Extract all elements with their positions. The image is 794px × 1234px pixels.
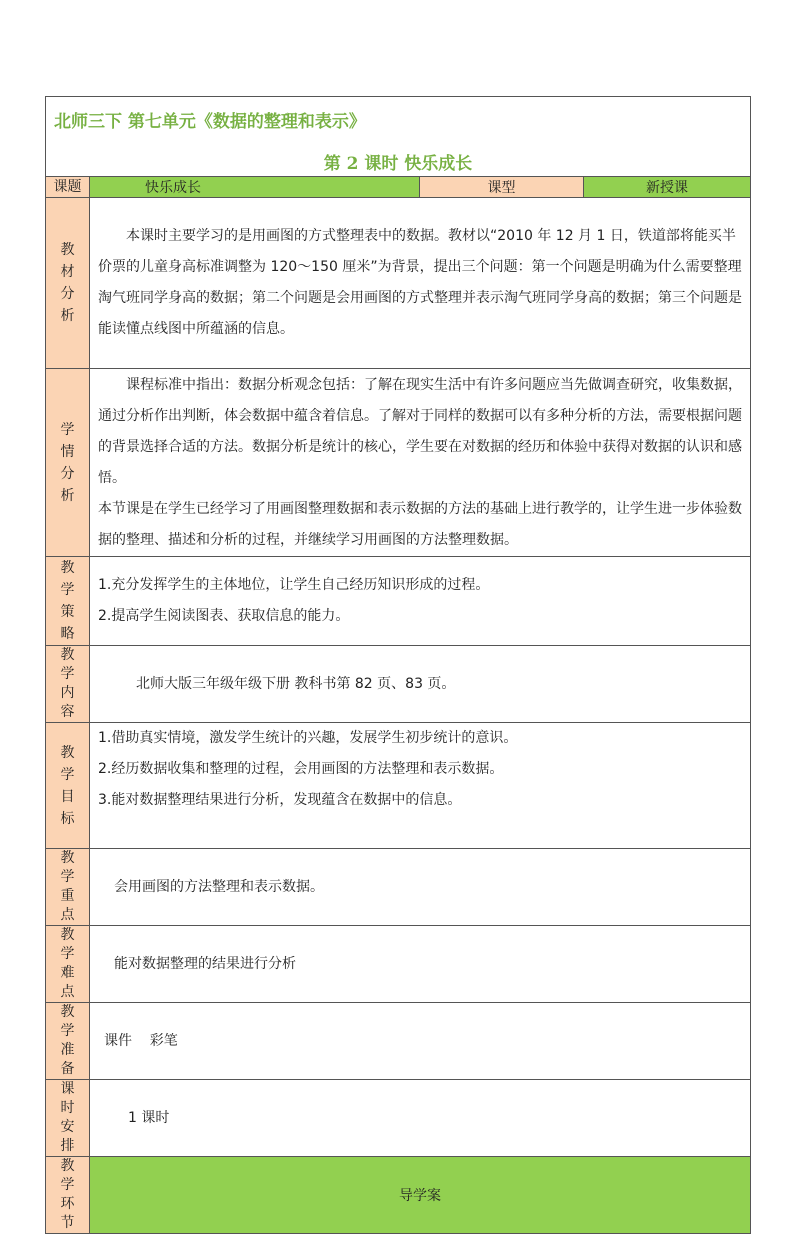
key-point-row — [46, 849, 751, 926]
goals-item: 1.借助真实情境，激发学生统计的兴趣，发展学生初步统计的意识。 — [98, 730, 518, 746]
lesson-plan-table — [45, 96, 751, 1234]
content-row — [46, 646, 751, 723]
strategy-row — [46, 557, 751, 646]
content-text: 北师大版三年级年级下册 教科书第 82 页、83 页。 — [90, 646, 751, 723]
student-analysis-label: 学情分析 — [46, 369, 90, 557]
goals-item: 3.能对数据整理结果进行分析，发现蕴含在数据中的信息。 — [98, 792, 462, 808]
header-cell — [46, 97, 751, 177]
type-value: 新授课 — [584, 177, 751, 198]
goals-item: 2.经历数据收集和整理的过程，会用画图的方法整理和表示数据。 — [98, 761, 504, 777]
topic-value: 快乐成长 — [90, 177, 420, 198]
lesson-plan-document — [45, 96, 750, 1234]
key-point-text: 会用画图的方法整理和表示数据。 — [90, 849, 751, 926]
student-analysis-content — [90, 369, 751, 557]
textbook-analysis-label: 教材分析 — [46, 198, 90, 369]
process-label: 教学环节 — [46, 1157, 90, 1234]
preparation-row — [46, 1003, 751, 1080]
goals-row — [46, 723, 751, 849]
goals-label: 教学目标 — [46, 723, 90, 849]
student-paragraph: 本节课是在学生已经学习了用画图整理数据和表示数据的方法的基础上进行教学的，让学生进一步体验数据的整理、描述和分析的过程，并继续学习用画图的方法整理数据。 — [98, 500, 742, 548]
preparation-text: 课件 彩笔 — [90, 1003, 751, 1080]
student-analysis-row — [46, 369, 751, 557]
schedule-text: 1 课时 — [90, 1080, 751, 1157]
schedule-label: 课时安排 — [46, 1080, 90, 1157]
strategy-item: 1.充分发挥学生的主体地位，让学生自己经历知识形成的过程。 — [98, 577, 490, 593]
goals-content — [90, 723, 751, 849]
textbook-analysis-row — [46, 198, 751, 369]
key-point-label: 教学重点 — [46, 849, 90, 926]
process-text: 导学案 — [90, 1157, 751, 1234]
difficulty-row — [46, 926, 751, 1003]
strategy-item: 2.提高学生阅读图表、获取信息的能力。 — [98, 608, 350, 624]
preparation-label: 教学准备 — [46, 1003, 90, 1080]
difficulty-text: 能对数据整理的结果进行分析 — [90, 926, 751, 1003]
schedule-row — [46, 1080, 751, 1157]
topic-row — [46, 177, 751, 198]
textbook-paragraph: 本课时主要学习的是用画图的方式整理表中的数据。教材以“2010 年 12 月 1 日，铁道部将能买半价票的儿童身高标准调整为 120～150 厘米”为背景，提出三个问题：第一个问题是明确为什么需要整理淘气班同学身高的数据；第二个问题是会用画图的方式整理并表示淘气班同学身高的数据；第三个问题是能读懂点线图中所蕴涵的信息。 — [98, 228, 742, 337]
content-label: 教学内容 — [46, 646, 90, 723]
textbook-analysis-content — [90, 198, 751, 369]
lesson-subtitle: 第 2 课时 快乐成长 — [323, 154, 473, 174]
topic-label: 课题 — [46, 177, 90, 198]
type-label: 课型 — [420, 177, 584, 198]
process-row — [46, 1157, 751, 1234]
document-title: 北师三下 第七单元《数据的整理和表示》 — [54, 112, 366, 132]
strategy-content — [90, 557, 751, 646]
student-paragraph: 课程标准中指出：数据分析观念包括：了解在现实生活中有许多问题应当先做调查研究，收集数据，通过分析作出判断，体会数据中蕴含着信息。了解对于同样的数据可以有多种分析的方法，需要根据问题的背景选择合适的方法。数据分析是统计的核心，学生要在对数据的经历和体验中获得对数据的认识和感悟。 — [98, 376, 742, 486]
strategy-label: 教学策略 — [46, 557, 90, 646]
difficulty-label: 教学难点 — [46, 926, 90, 1003]
